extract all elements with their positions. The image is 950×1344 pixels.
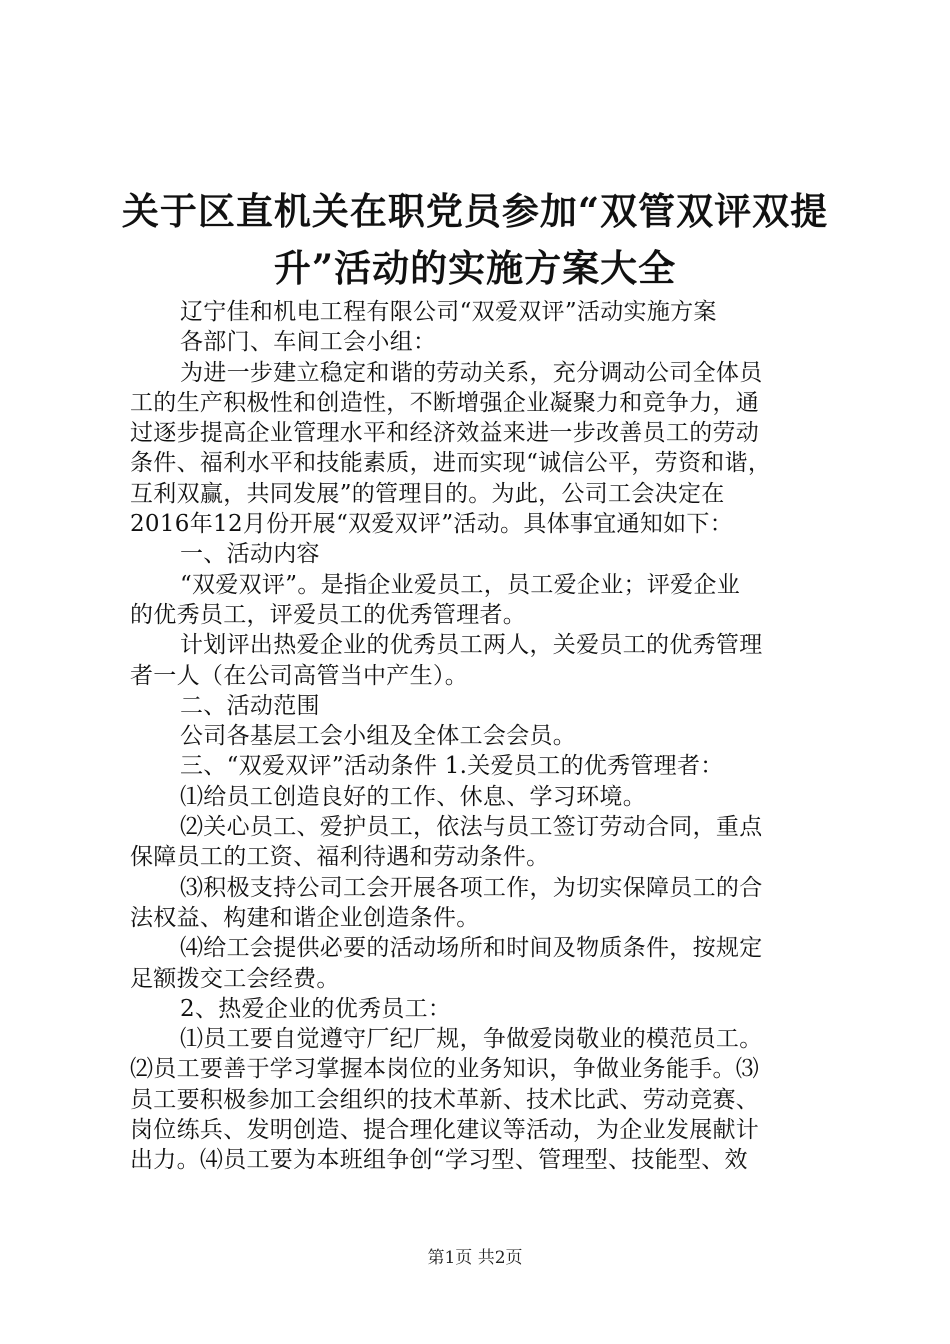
body-text-line: 三、“双爱双评”活动条件 1.关爱员工的优秀管理者： [180, 753, 724, 780]
body-text-line: 员工要积极参加工会组织的技术革新、技术比武、劳动竞赛、 [130, 1086, 760, 1113]
body-text-line: 者一人（在公司高管当中产生）。 [130, 662, 468, 689]
body-text-line: ⑴给员工创造良好的工作、休息、学习环境。 [180, 783, 646, 810]
body-text-line: 一、活动内容 [180, 541, 320, 568]
body-text-line: 二、活动范围 [180, 692, 320, 719]
body-text-line: 工的生产积极性和创造性，不断增强企业凝聚力和竞争力，通 [130, 389, 760, 416]
document-body [130, 297, 832, 1176]
body-text-line: “双爱双评”。是指企业爱员工，员工爱企业；评爱企业 [180, 571, 741, 598]
body-text-line: 条件、福利水平和技能素质，进而实现“诚信公平，劳资和谐， [130, 450, 772, 477]
body-text-line: 为进一步建立稳定和谐的劳动关系，充分调动公司全体员 [180, 359, 763, 386]
body-text-line: 2016年12月份开展“双爱双评”活动。具体事宜通知如下： [130, 511, 734, 538]
body-text-line: 各部门、车间工会小组： [180, 329, 437, 356]
body-text-line: 公司各基层工会小组及全体工会会员。 [180, 723, 577, 750]
body-text-line: 岗位练兵、发明创造、提合理化建议等活动，为企业发展献计 [130, 1117, 760, 1144]
body-text-line: 保障员工的工资、福利待遇和劳动条件。 [130, 844, 550, 871]
body-text-line: 2、热爱企业的优秀员工： [180, 995, 452, 1022]
document-title-line-2: 升”活动的实施方案大全 [273, 246, 677, 290]
body-text-line: 法权益、构建和谐企业创造条件。 [130, 904, 480, 931]
body-text-line: 互利双赢，共同发展”的管理目的。为此，公司工会决定在 [130, 480, 725, 507]
page-footer: 第1页 共2页 [427, 1248, 523, 1268]
body-text-line: 计划评出热爱企业的优秀员工两人，关爱员工的优秀管理 [180, 632, 763, 659]
body-text-line: 的优秀员工，评爱员工的优秀管理者。 [130, 601, 527, 628]
body-text-line: 足额拨交工会经费。 [130, 965, 340, 992]
body-text-line: 辽宁佳和机电工程有限公司“双爱双评”活动实施方案 [180, 299, 717, 325]
body-text-line: ⑶积极支持公司工会开展各项工作，为切实保障员工的合 [180, 874, 763, 901]
body-text-line: ⑵员工要善于学习掌握本岗位的业务知识，争做业务能手。⑶ [130, 1056, 760, 1083]
body-text-line: ⑴员工要自觉遵守厂纪厂规，争做爱岗敬业的模范员工。 [180, 1026, 763, 1053]
body-text-line: ⑷给工会提供必要的活动场所和时间及物质条件，按规定 [180, 935, 763, 962]
document-title-line-1: 关于区直机关在职党员参加“双管双评双提 [121, 189, 829, 233]
body-text-line: 出力。⑷员工要为本班组争创“学习型、管理型、技能型、效 [130, 1147, 748, 1174]
body-text-line: 过逐步提高企业管理水平和经济效益来进一步改善员工的劳动 [130, 420, 760, 447]
body-text-line: ⑵关心员工、爱护员工，依法与员工签订劳动合同，重点 [180, 814, 763, 841]
